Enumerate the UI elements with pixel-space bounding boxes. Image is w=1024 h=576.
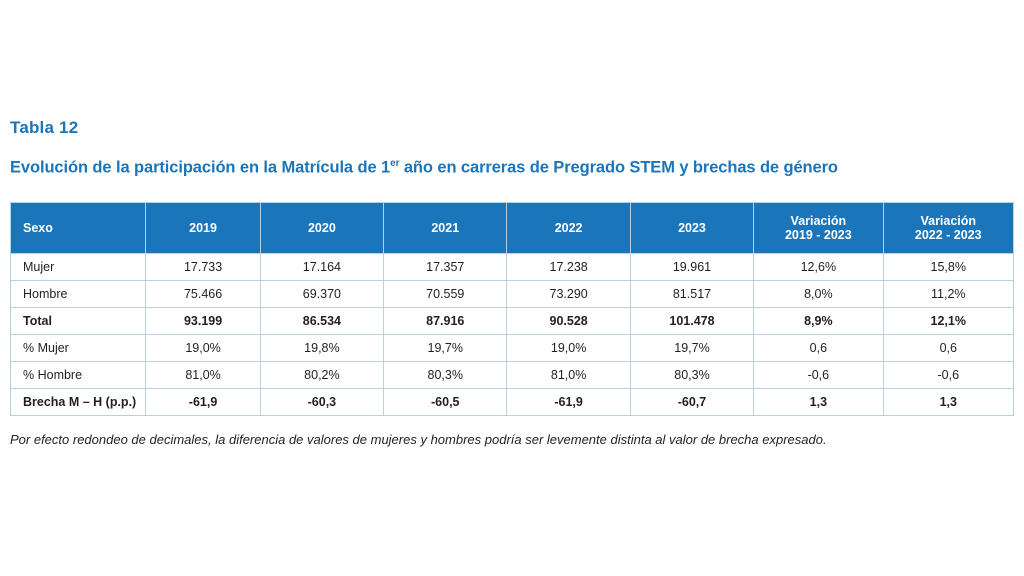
table-row [11,308,1014,335]
table-row [11,254,1014,281]
cell: -0,6 [754,362,883,389]
cell: 81.517 [630,281,753,308]
cell: 1,3 [754,389,883,416]
cell: 17.357 [384,254,507,281]
cell: -60,5 [384,389,507,416]
cell: 15,8% [883,254,1013,281]
cell: 80,3% [630,362,753,389]
row-label: Total [11,308,146,335]
cell: 1,3 [883,389,1013,416]
column-header-sexo [11,203,146,254]
cell: 8,9% [754,308,883,335]
row-label: Hombre [11,281,146,308]
table-row [11,362,1014,389]
row-label: % Hombre [11,362,146,389]
column-header-2021 [384,203,507,254]
cell: 81,0% [507,362,630,389]
variacion-2019-2023-line2: 2019 - 2023 [784,228,852,242]
column-header-2021-text: 2021 [431,220,460,235]
cell: 90.528 [507,308,630,335]
column-header-2022 [507,203,630,254]
cell: 19.961 [630,254,753,281]
column-header-2020 [260,203,383,254]
column-header-2019-text: 2019 [189,220,217,235]
cell: -61,9 [507,389,630,416]
column-header-variacion-2022-2023 [883,203,1013,254]
cell: 12,6% [754,254,883,281]
cell: -61,9 [146,389,260,416]
table-title [10,158,1010,178]
column-header-sexo-text: Sexo [23,220,53,235]
cell: 19,7% [384,335,507,362]
cell: 70.559 [384,281,507,308]
cell: -60,7 [630,389,753,416]
cell: 17.164 [260,254,383,281]
cell: -0,6 [883,362,1013,389]
cell: 75.466 [146,281,260,308]
cell: 19,0% [146,335,260,362]
column-header-2023 [630,203,753,254]
cell: 86.534 [260,308,383,335]
table-title-ordinal: er [390,158,400,169]
cell: 87.916 [384,308,507,335]
table-label: Tabla 12 [10,118,79,137]
table-body [11,254,1014,416]
cell: 12,1% [883,308,1013,335]
cell: 8,0% [754,281,883,308]
stem-enrollment-table [10,202,1014,416]
cell: -60,3 [260,389,383,416]
cell: 17.733 [146,254,260,281]
table-row [11,281,1014,308]
table-title-pre: Evolución de la participación en la Matrícula de 1 [10,158,391,177]
column-header-2022-text: 2022 [554,220,583,235]
column-header-2020-text: 2020 [307,220,336,235]
cell: 80,2% [260,362,383,389]
cell: 81,0% [146,362,260,389]
variacion-2022-2023-line2: 2022 - 2023 [914,228,982,242]
cell: 69.370 [260,281,383,308]
cell: 19,8% [260,335,383,362]
table-header [11,203,1014,254]
cell: 93.199 [146,308,260,335]
table-row [11,389,1014,416]
cell: 19,0% [507,335,630,362]
table-footnote: Por efecto redondeo de decimales, la diferencia de valores de mujeres y hombres podría ser levemente distinta al valor de brecha expresado. [10,432,827,447]
variacion-2019-2023-line1: Variación [790,213,847,228]
cell: 0,6 [754,335,883,362]
row-label: Brecha M – H (p.p.) [11,389,146,416]
variacion-2022-2023-line1: Variación [920,213,977,228]
column-header-2019 [146,203,260,254]
table-header-row [11,203,1014,254]
cell: 80,3% [384,362,507,389]
cell: 73.290 [507,281,630,308]
table-row [11,335,1014,362]
table-title-post: año en carreras de Pregrado STEM y brechas de género [399,158,838,177]
cell: 101.478 [630,308,753,335]
cell: 11,2% [883,281,1013,308]
row-label: Mujer [11,254,146,281]
cell: 19,7% [630,335,753,362]
cell: 17.238 [507,254,630,281]
column-header-2023-text: 2023 [678,220,706,235]
column-header-variacion-2019-2023 [754,203,883,254]
cell: 0,6 [883,335,1013,362]
row-label: % Mujer [11,335,146,362]
